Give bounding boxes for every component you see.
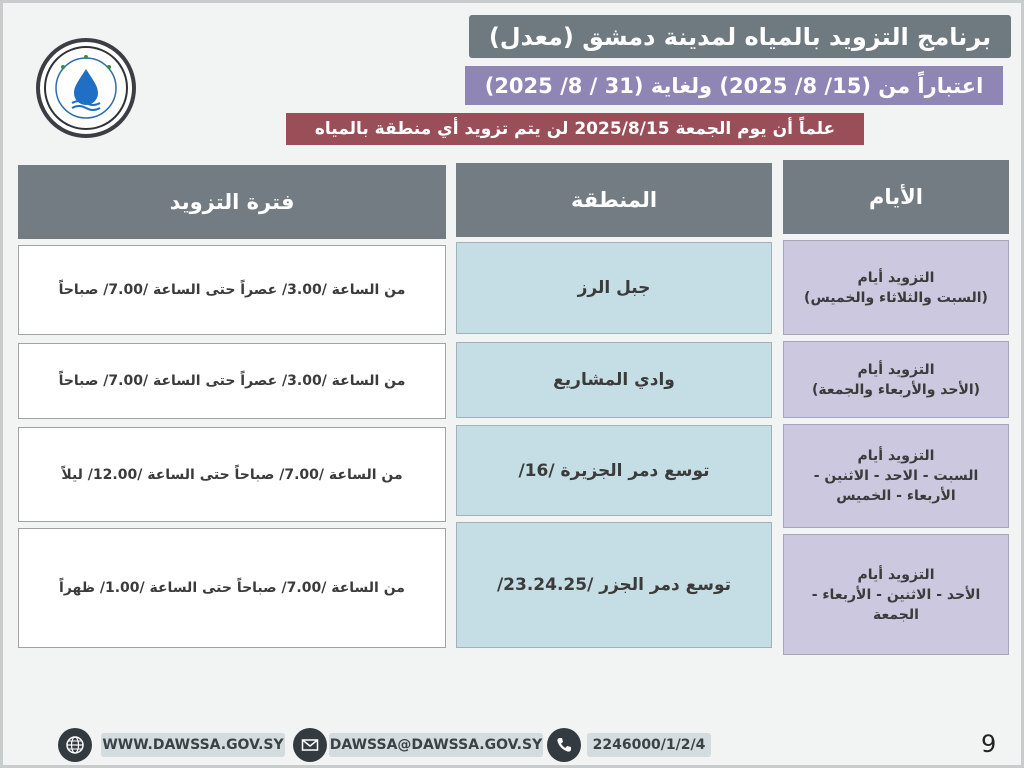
row-4-days: التزويد أيام الأحد - الاثنين - الأربعاء - الجمعة [783, 534, 1009, 655]
row-2-area: وادي المشاريع [456, 342, 772, 418]
row-1-area: جبل الرز [456, 242, 772, 334]
row-3-days: التزويد أيام السبت - الاحد - الاثنين - الأربعاء - الخميس [783, 424, 1009, 528]
water-drop-seal-icon [43, 45, 129, 131]
date-range-banner: اعتباراً من (15/ 8/ 2025) ولغاية (31 / 8/ 2025) [465, 66, 1003, 105]
row-4-period: من الساعة /7.00/ صباحاً حتى الساعة /1.00/ ظهراً [18, 528, 446, 648]
area-column-header: المنطقة [456, 163, 772, 237]
phone-icon [547, 728, 581, 762]
period-column-header: فترة التزويد [18, 165, 446, 239]
row-3-area: توسع دمر الجزيرة /16/ [456, 425, 772, 516]
row-3-period: من الساعة /7.00/ صباحاً حتى الساعة /12.00/ ليلاً [18, 427, 446, 522]
friday-notice-banner: علماً أن يوم الجمعة 2025/8/15 لن يتم تزويد أي منطقة بالمياه [286, 113, 864, 145]
page-title: برنامج التزويد بالمياه لمدينة دمشق (معدل) [469, 15, 1011, 58]
row-1-period: من الساعة /3.00/ عصراً حتى الساعة /7.00/ صباحاً [18, 245, 446, 335]
row-1-days: التزويد أيام (السبت والثلاثاء والخميس) [783, 240, 1009, 335]
phone-number[interactable]: 2246000/1/2/4 [587, 733, 711, 757]
water-authority-logo [36, 38, 136, 138]
days-column-header: الأيام [783, 160, 1009, 234]
row-4-area: توسع دمر الجزر /23.24.25/ [456, 522, 772, 648]
website-link[interactable]: WWW.DAWSSA.GOV.SY [101, 733, 285, 757]
globe-icon [58, 728, 92, 762]
row-2-days: التزويد أيام (الأحد والأربعاء والجمعة) [783, 341, 1009, 418]
envelope-icon [293, 728, 327, 762]
email-link[interactable]: DAWSSA@DAWSSA.GOV.SY [329, 733, 543, 757]
page-number: 9 [981, 730, 997, 758]
row-2-period: من الساعة /3.00/ عصراً حتى الساعة /7.00/ صباحاً [18, 343, 446, 419]
